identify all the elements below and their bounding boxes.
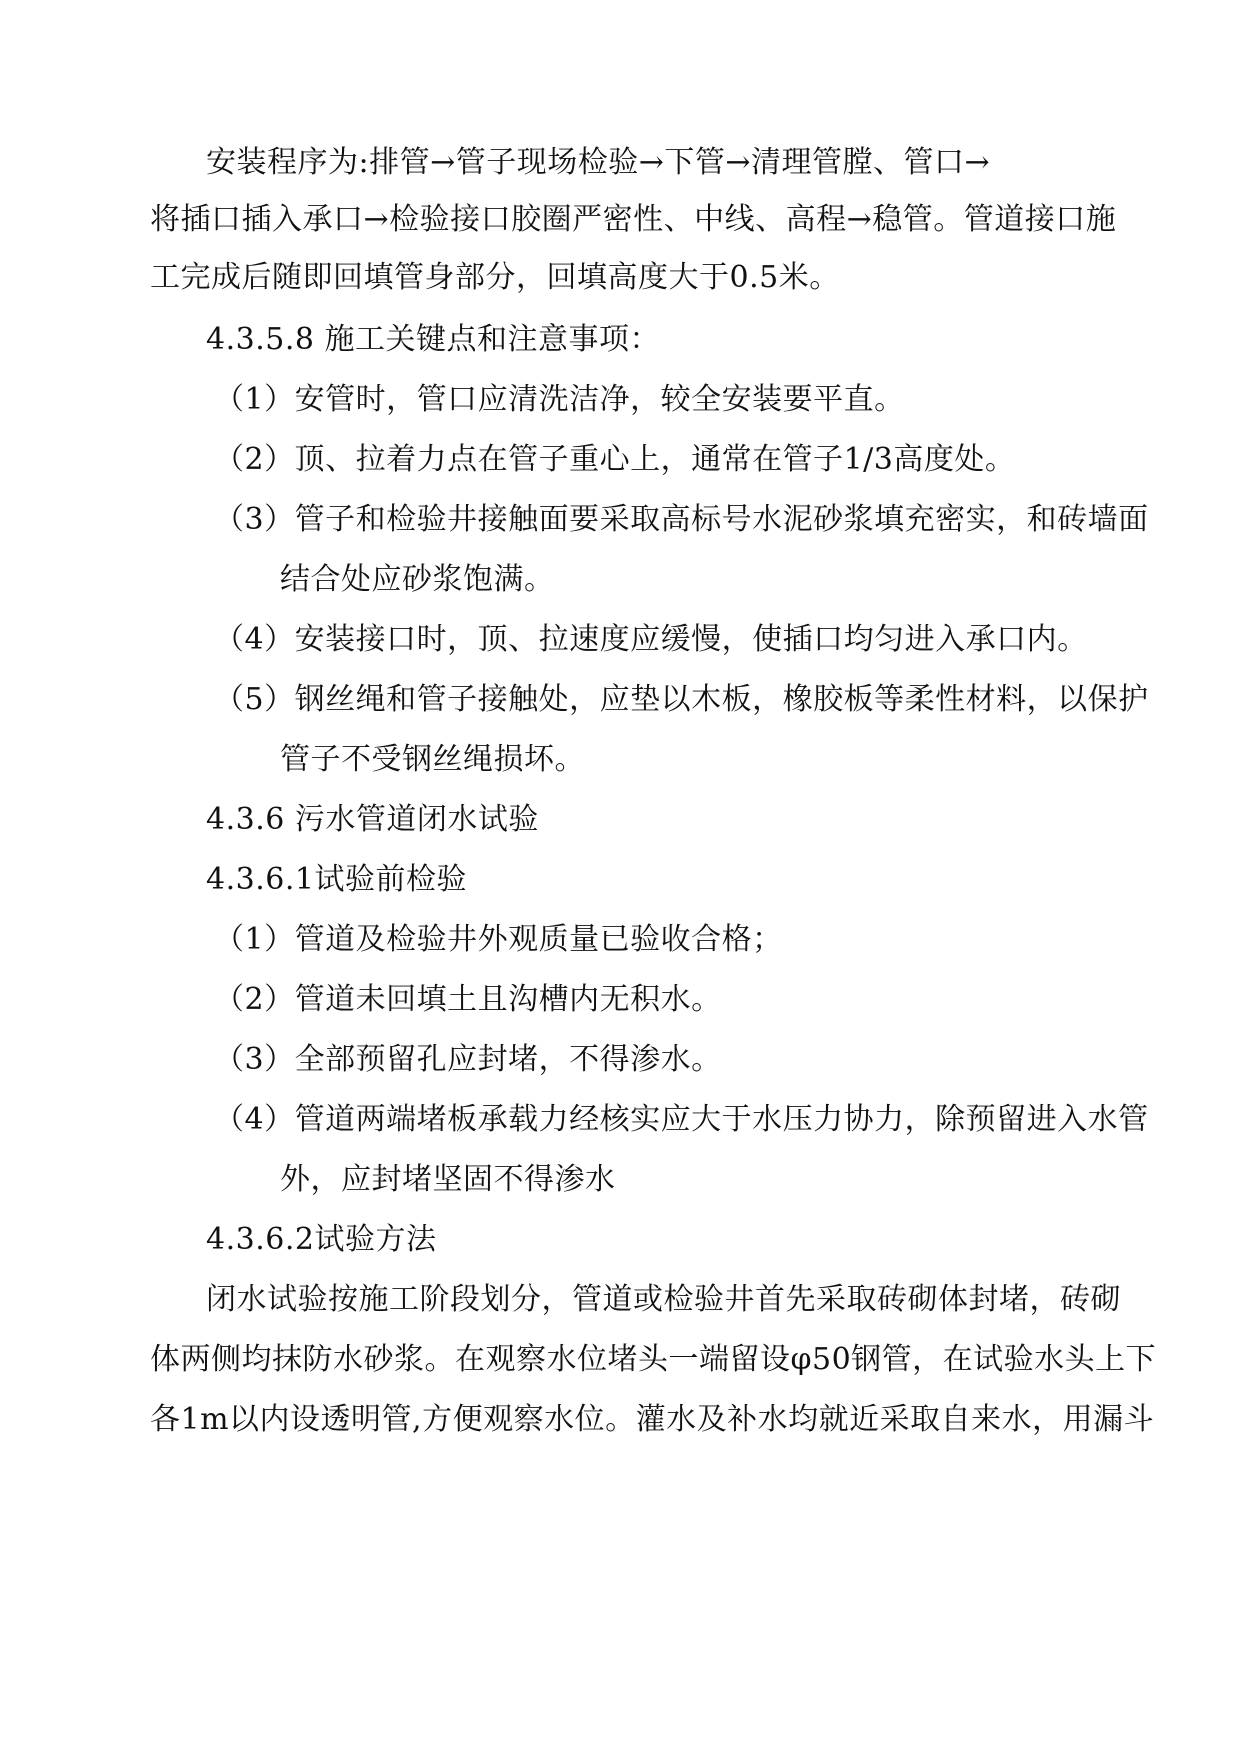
list-item-5-line-2: 管子不受钢丝绳损坏。 [280,742,585,777]
paragraph-install-sequence-line-3: 工完成后随即回填管身部分，回填高度大于0.5米。 [150,260,840,295]
section-heading-4-3-6: 4.3.6 污水管道闭水试验 [206,802,539,837]
list-item-1: （1）安管时，管口应清洗洁净，较全安装要平直。 [214,382,905,417]
section-heading-4-3-5-8: 4.3.5.8 施工关键点和注意事项： [206,322,660,357]
check-item-3: （3）全部预留孔应封堵，不得渗水。 [214,1042,722,1077]
check-item-2: （2）管道未回填土且沟槽内无积水。 [214,982,722,1017]
list-item-2: （2）顶、拉着力点在管子重心上，通常在管子1/3高度处。 [214,442,1016,477]
list-item-3-line-1: （3）管子和检验井接触面要采取高标号水泥砂浆填充密实，和砖墙面 [214,502,1149,537]
check-item-4-line-1: （4）管道两端堵板承载力经核实应大于水压力协力，除预留进入水管 [214,1102,1149,1137]
list-item-4: （4）安装接口时，顶、拉速度应缓慢，使插口均匀进入承口内。 [214,622,1088,657]
section-heading-4-3-6-2: 4.3.6.2试验方法 [206,1222,437,1257]
paragraph-install-sequence-line-2: 将插口插入承口→检验接口胶圈严密性、中线、高程→稳管。管道接口施 [150,202,1117,237]
paragraph-test-method-line-1: 闭水试验按施工阶段划分，管道或检验井首先采取砖砌体封堵，砖砌 [206,1282,1121,1317]
paragraph-install-sequence-line-1: 安装程序为:排管→管子现场检验→下管→清理管膛、管口→ [206,145,991,180]
list-item-3-line-2: 结合处应砂浆饱满。 [280,562,555,597]
paragraph-test-method-line-3: 各1m以内设透明管,方便观察水位。灌水及补水均就近采取自来水，用漏斗 [150,1402,1155,1437]
list-item-5-line-1: （5）钢丝绳和管子接触处，应垫以木板，橡胶板等柔性材料，以保护 [214,682,1149,717]
check-item-1: （1）管道及检验井外观质量已验收合格； [214,922,783,957]
section-heading-4-3-6-1: 4.3.6.1试验前检验 [206,862,467,897]
check-item-4-line-2: 外，应封堵坚固不得渗水 [280,1162,616,1197]
paragraph-test-method-line-2: 体两侧均抹防水砂浆。在观察水位堵头一端留设φ50钢管，在试验水头上下 [150,1342,1157,1377]
